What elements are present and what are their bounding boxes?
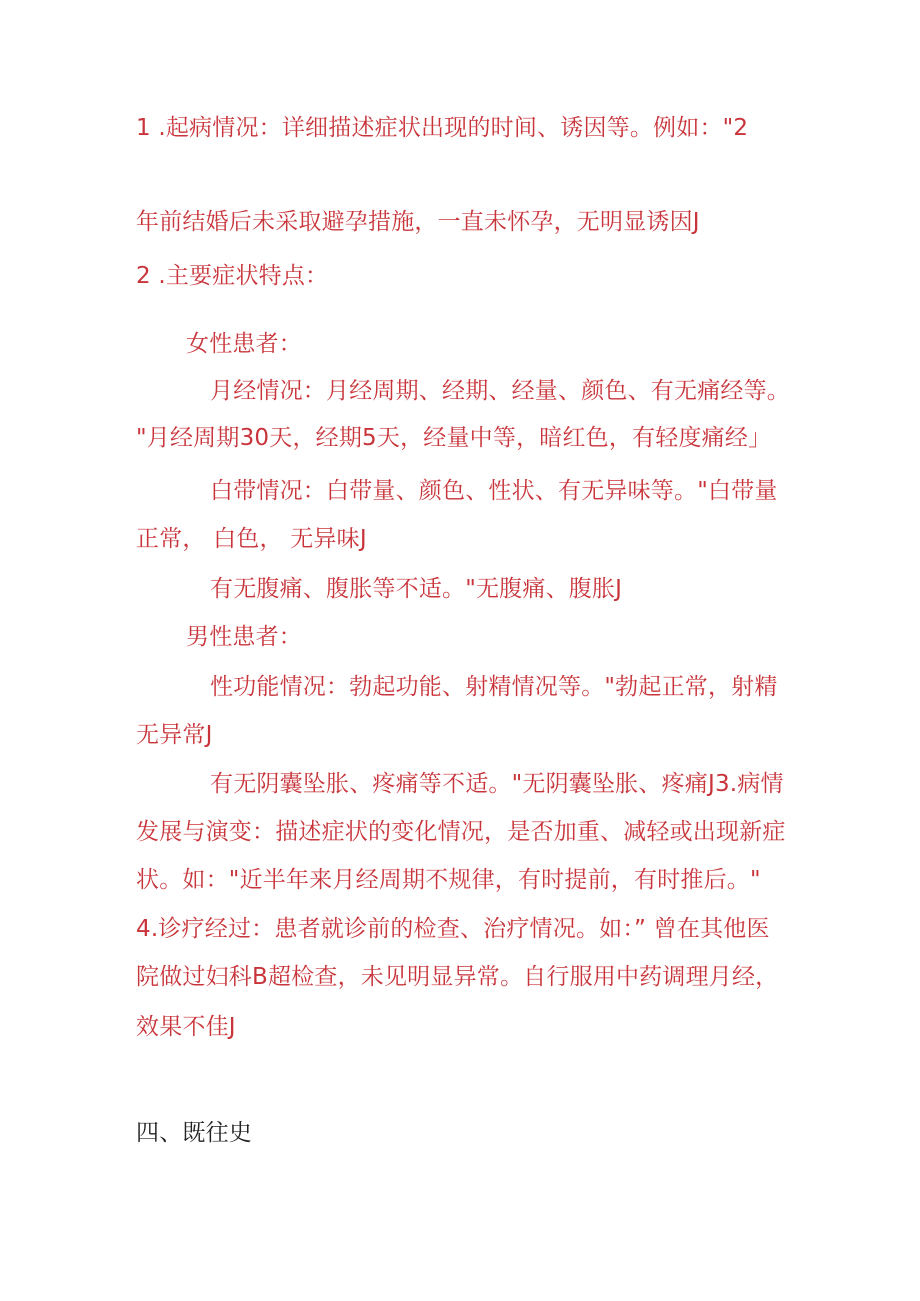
sexual-function-line-1: 性功能情况：勃起功能、射精情况等。"勃起正常，射精 (210, 674, 778, 700)
leukorrhea-line-2: 正常， 白色， 无异味J (136, 526, 367, 552)
abdominal-pain-line: 有无腹痛、腹胀等不适。"无腹痛、腹胀J (210, 576, 623, 602)
onset-line-2: 年前结婚后未采取避孕措施，一直未怀孕，无明显诱因J (136, 209, 700, 235)
onset-line-1: 1 .起病情况：详细描述症状出现的时间、诱因等。例如："2 (136, 115, 749, 141)
treatment-line-3: 效果不佳J (136, 1014, 236, 1040)
main-symptoms-heading: 2 .主要症状特点： (136, 263, 329, 289)
menstruation-line-2: "月经周期30天，经期5天，经量中等，暗红色，有轻度痛经」 (136, 425, 772, 451)
leukorrhea-line-1: 白带情况：白带量、颜色、性状、有无异味等。"白带量 (210, 478, 778, 504)
menstruation-line-1: 月经情况：月经周期、经期、经量、颜色、有无痛经等。 (210, 378, 790, 404)
treatment-line-1: 4.诊疗经过：患者就诊前的检查、治疗情况。如：” 曾在其他医 (136, 916, 770, 942)
scrotum-line: 有无阴囊坠胀、疼痛等不适。"无阴囊坠胀、疼痛J3.病情 (210, 771, 784, 797)
male-patient-heading: 男性患者： (186, 624, 302, 650)
progression-line-1: 发展与演变：描述症状的变化情况，是否加重、减轻或出现新症 (136, 819, 786, 845)
treatment-line-2: 院做过妇科B超检查，未见明显异常。自行服用中药调理月经， (136, 964, 779, 990)
past-history-heading: 四、既往史 (136, 1120, 252, 1146)
sexual-function-line-2: 无异常J (136, 722, 213, 748)
female-patient-heading: 女性患者： (186, 331, 302, 357)
progression-line-2: 状。如："近半年来月经周期不规律，有时提前，有时推后。" (136, 867, 761, 893)
